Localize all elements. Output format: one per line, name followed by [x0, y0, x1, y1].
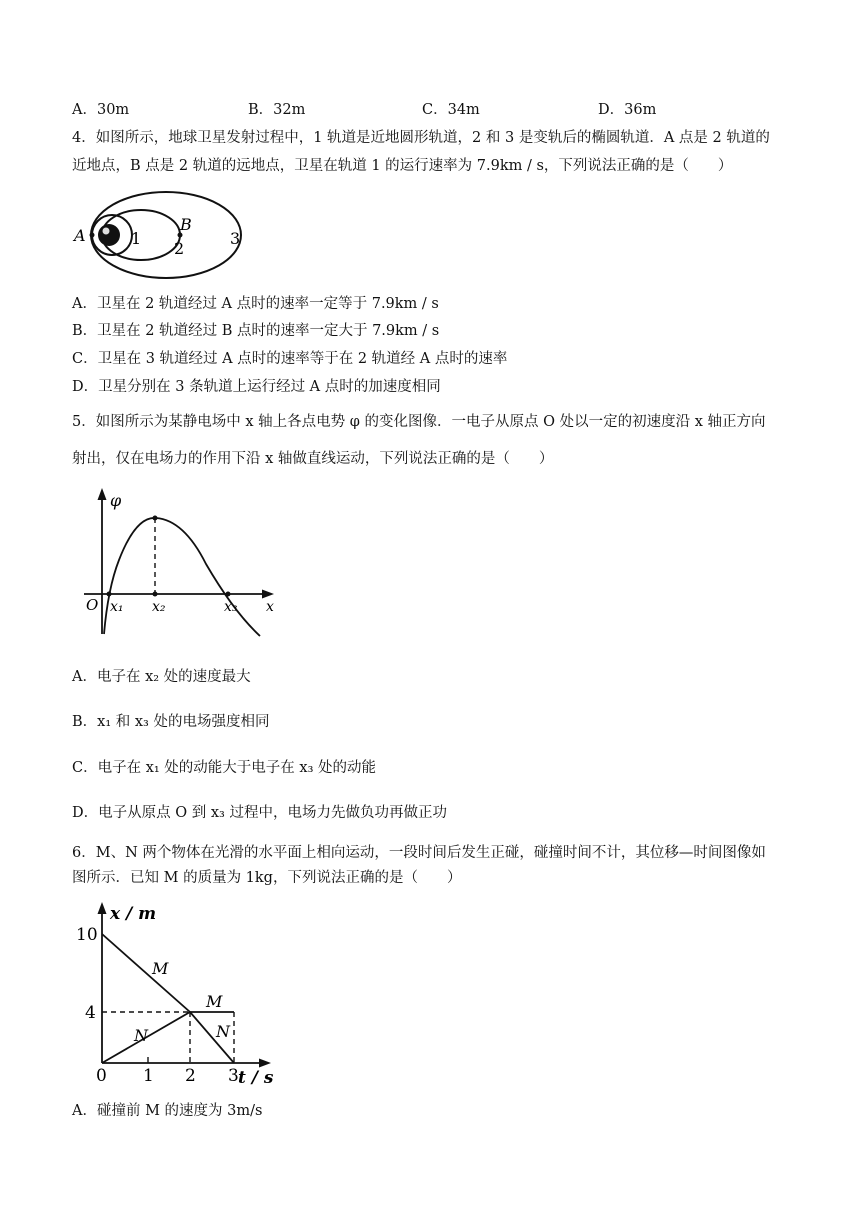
tick-label-1: 1	[143, 1066, 154, 1086]
label-b: B	[180, 215, 192, 234]
q6-stem-line2: 图所示．已知 M 的质量为 1kg，下列说法正确的是（ ）	[72, 870, 462, 886]
x3-label: x₃	[224, 599, 238, 615]
label-a: A	[74, 226, 86, 245]
label-orbit-3: 3	[230, 229, 241, 248]
q5-stem-line1: 5．如图所示为某静电场中 x 轴上各点电势 φ 的变化图像．一电子从原点 O 处以一定的初速度沿 x 轴正方向	[72, 414, 766, 430]
phi-label: φ	[110, 491, 122, 510]
q4-option-c: C．卫星在 3 轨道经过 A 点时的速率等于在 2 轨道经 A 点时的速率	[72, 351, 508, 367]
q6-xt-graph	[72, 897, 282, 1092]
tick-label-4: 4	[85, 1003, 96, 1023]
earth-highlight	[103, 228, 110, 235]
m-before-label: M	[152, 959, 169, 978]
x1-label: x₁	[110, 599, 124, 615]
vertical-axis-arrow-icon	[98, 902, 107, 914]
point-a-dot	[90, 233, 95, 238]
origin-label: O	[86, 596, 99, 614]
q6-stem-line1: 6．M、N 两个物体在光滑的水平面上相向运动，一段时间后发生正碰，碰撞时间不计，其位移—时间图像如	[72, 845, 766, 861]
x-axis-arrow-icon	[262, 590, 274, 599]
n-before-label: N	[134, 1026, 148, 1045]
q4-stem-line2: 近地点，B 点是 2 轨道的远地点，卫星在轨道 1 的运行速率为 7.9km / s，下列说法正确的是（ ）	[72, 158, 733, 174]
tick-label-2: 2	[185, 1066, 196, 1086]
q3-option-c: C．34m	[422, 102, 480, 118]
q5-potential-graph	[74, 484, 294, 644]
q6-option-a: A．碰撞前 M 的速度为 3m/s	[72, 1103, 263, 1119]
q4-stem-line1: 4．如图所示，地球卫星发射过程中，1 轨道是近地圆形轨道，2 和 3 是变轨后的椭圆轨道．A 点是 2 轨道的	[72, 130, 770, 146]
x-axis-label: x	[266, 599, 274, 615]
q4-option-a: A．卫星在 2 轨道经过 A 点时的速率一定等于 7.9km / s	[72, 296, 439, 312]
x2-dot	[153, 592, 158, 597]
tick-label-3: 3	[228, 1066, 239, 1086]
q5-option-b: B．x₁ 和 x₃ 处的电场强度相同	[72, 714, 270, 730]
m-before-line	[102, 934, 190, 1012]
tick-label-0: 0	[96, 1066, 107, 1086]
label-orbit-2: 2	[174, 239, 185, 258]
q5-stem-line2: 射出，仅在电场力的作用下沿 x 轴做直线运动，下列说法正确的是（ ）	[72, 451, 554, 467]
q5-option-c: C．电子在 x₁ 处的动能大于电子在 x₃ 处的动能	[72, 760, 377, 776]
x-axis-title: x / m	[110, 904, 157, 924]
x3-dot	[226, 592, 231, 597]
q4-orbit-figure	[70, 186, 250, 286]
q3-option-b: B．32m	[248, 102, 306, 118]
q3-option-d: D．36m	[598, 102, 657, 118]
earth-icon	[98, 224, 120, 246]
n-after-label: N	[216, 1022, 230, 1041]
peak-dot	[153, 516, 158, 521]
x2-label: x₂	[152, 599, 166, 615]
m-after-label: M	[206, 992, 223, 1011]
potential-curve	[104, 518, 260, 636]
x1-dot	[107, 592, 112, 597]
q4-option-b: B．卫星在 2 轨道经过 B 点时的速率一定大于 7.9km / s	[72, 323, 440, 339]
t-axis-title: t / s	[238, 1068, 274, 1088]
q5-option-a: A．电子在 x₂ 处的速度最大	[72, 669, 251, 685]
q5-option-d: D．电子从原点 O 到 x₃ 过程中，电场力先做负功再做正功	[72, 805, 447, 821]
q3-option-a: A．30m	[72, 102, 130, 118]
tick-label-10: 10	[76, 925, 98, 945]
t-axis-arrow-icon	[259, 1059, 271, 1068]
y-axis-arrow-icon	[98, 488, 107, 500]
label-orbit-1: 1	[131, 229, 142, 248]
q4-option-d: D．卫星分别在 3 条轨道上运行经过 A 点时的加速度相同	[72, 379, 441, 395]
